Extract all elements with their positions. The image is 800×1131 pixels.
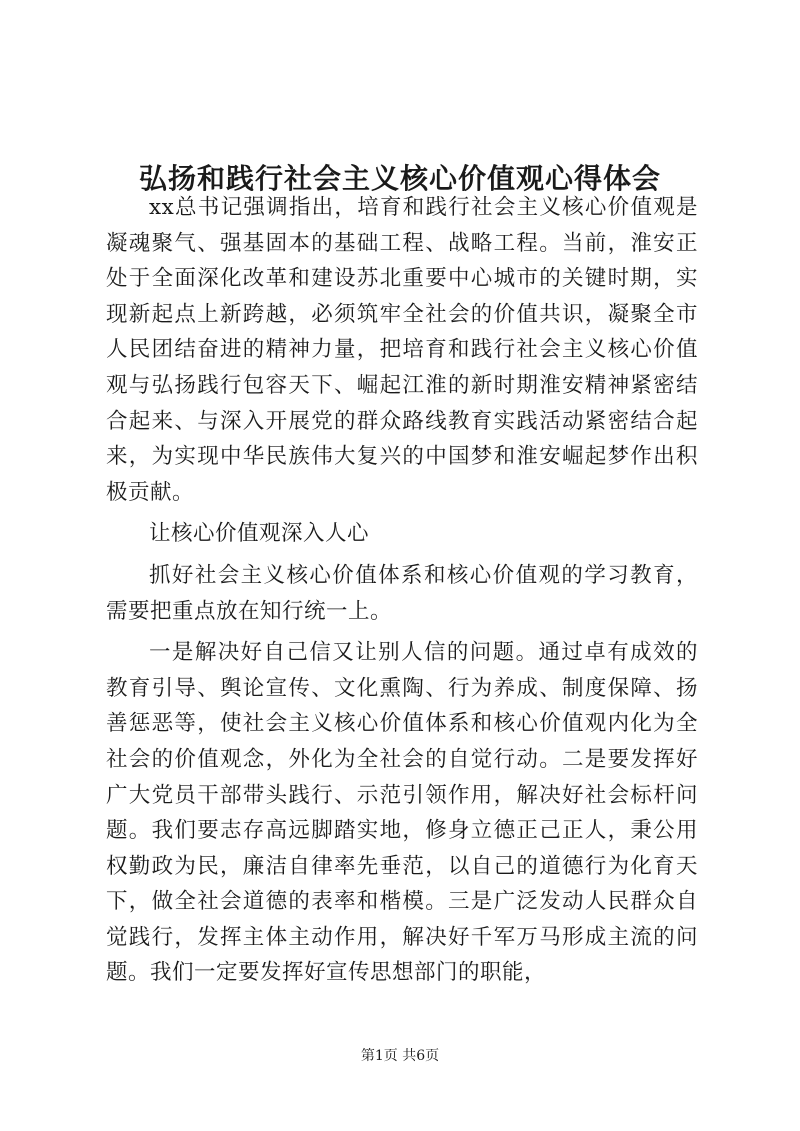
page-footer: 第1页 共6页 <box>360 1048 440 1064</box>
paragraph-points: 一是解决好自己信又让别人信的问题。通过卓有成效的教育引导、舆论宣传、文化熏陶、行为养成、制度保障、扬善惩恶等，使社会主义核心价值体系和核心价值观内化为全社会的价值观念，外化为全社会的自觉行动。二是要发挥好广大党员干部带头践行、示范引领作用，解决好社会标杆问题。我们要志存高远脚踏实地，修身立德正己正人，秉公用权勤政为民，廉洁自律率先垂范，以自己的道德行为化育天下，做全社会道德的表率和楷模。三是广泛发动人民群众自觉践行，发挥主体主动作用，解决好千军万马形成主流的问题。我们一定要发挥好宣传思想部门的职能， <box>106 640 698 986</box>
paragraph-study: 抓好社会主义核心价值体系和核心价值观的学习教育，需要把重点放在知行统一上。 <box>106 562 698 624</box>
section-heading: 让核心价值观深入人心 <box>149 521 370 547</box>
page-title: 弘扬和践行社会主义核心价值观心得体会 <box>138 161 661 195</box>
document-body <box>106 190 698 991</box>
paragraph-intro: xx总书记强调指出，培育和践行社会主义核心价值观是凝魂聚气、强基固本的基础工程、战略工程。当前，淮安正处于全面深化改革和建设苏北重要中心城市的关键时期，实现新起点上新跨越，必须筑牢全社会的价值共识，凝聚全市人民团结奋进的精神力量，把培育和践行社会主义核心价值观与弘扬践行包容天下、崛起江淮的新时期淮安精神紧密结合起来、与深入开展党的群众路线教育实践活动紧密结合起来，为实现中华民族伟大复兴的中国梦和淮安崛起梦作出积极贡献。 <box>106 195 698 505</box>
